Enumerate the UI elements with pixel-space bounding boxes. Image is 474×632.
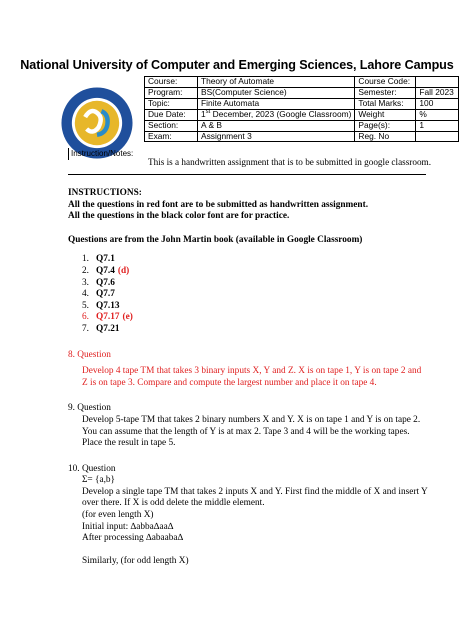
q10-after: After processing ∆abaaba∆ [82,533,184,544]
row-course: Course: Theory of Automate Course Code: [145,77,459,88]
question-number: 3. [82,277,89,288]
question-item [82,278,428,290]
question-label: Q7.4 [96,265,115,276]
instruction-notes-label: Instruction/Notes: [68,148,151,160]
question-item [82,324,428,336]
question-number: 2. [82,265,89,276]
q9-heading: 9. Question [68,403,111,414]
instructions-line-2: All the questions in the black color font are for practice. [68,211,290,222]
q10-sigma: Σ= {a,b} [82,475,116,486]
instructions-line-1: All the questions in red font are to be submitted as handwritten assignment. [68,199,369,210]
q10-odd: Similarly, (for odd length X) [82,555,189,566]
row-due-date: Due Date: 1st December, 2023 (Google Classroom) Weight % [145,109,459,120]
q10-even: (for even length X) [82,510,154,521]
q9-text: Develop 5-tape TM that takes 2 binary numbers X and Y. X is on tape 1 and Y is on tape 2. You can assume that the length of Y is at max 2. Tape 3 and 4 will be the working tapes. Place the result in tape 5. [82,414,421,449]
question-part: (d) [117,265,130,276]
instruction-notes-text: This is a handwritten assignment that is to be submitted in google classroom. [148,157,431,167]
row-exam: Exam: Assignment 3 Reg. No [145,131,459,142]
assignment-body [68,188,428,567]
q8-text: Develop 4 tape TM that takes 3 binary inputs X, Y and Z. X is on tape 1, Y is on tape 2 and Z is on tape 3. Compare and compute the largest number and place it on tape 4. [82,366,422,388]
source-note: Questions are from the John Martin book (available in Google Classroom) [68,234,363,245]
question-part: (e) [122,312,133,323]
question-label: Q7.21 [96,323,120,334]
question-label: Q7.1 [96,254,115,265]
q10-text: Develop a single tape TM that takes 2 inputs X and Y. First find the middle of X and insert Y over there. If X is odd delete the middle element. [82,486,428,509]
question-list [82,254,428,335]
question-number: 7. [82,323,89,334]
row-topic: Topic: Finite Automata Total Marks: 100 [145,98,459,109]
row-program: Program: BS(Computer Science) Semester: Fall 2023 [145,87,459,98]
instructions-heading: INSTRUCTIONS: [68,188,142,198]
question-number: 4. [82,289,89,300]
page-title: National University of Computer and Emerging Sciences, Lahore Campus [20,58,454,72]
course-info-table [144,76,459,142]
question-item [82,312,428,324]
question-number: 6. [82,312,89,323]
row-section: Section: A & B Page(s): 1 [145,120,459,131]
q8-heading: 8. Question [68,349,111,360]
question-label: Q7.7 [96,289,115,300]
q10-initial: Initial input: ∆abba∆aa∆ [82,521,174,532]
question-number: 1. [82,254,89,265]
question-label: Q7.17 [96,312,120,323]
question-item [82,289,428,301]
question-label: Q7.13 [96,300,120,311]
question-number: 5. [82,300,89,311]
question-item [82,301,428,313]
question-item [82,266,428,278]
divider [68,174,426,175]
q10-heading: 10. Question [68,463,116,474]
question-item [82,254,428,266]
question-label: Q7.6 [96,277,115,288]
